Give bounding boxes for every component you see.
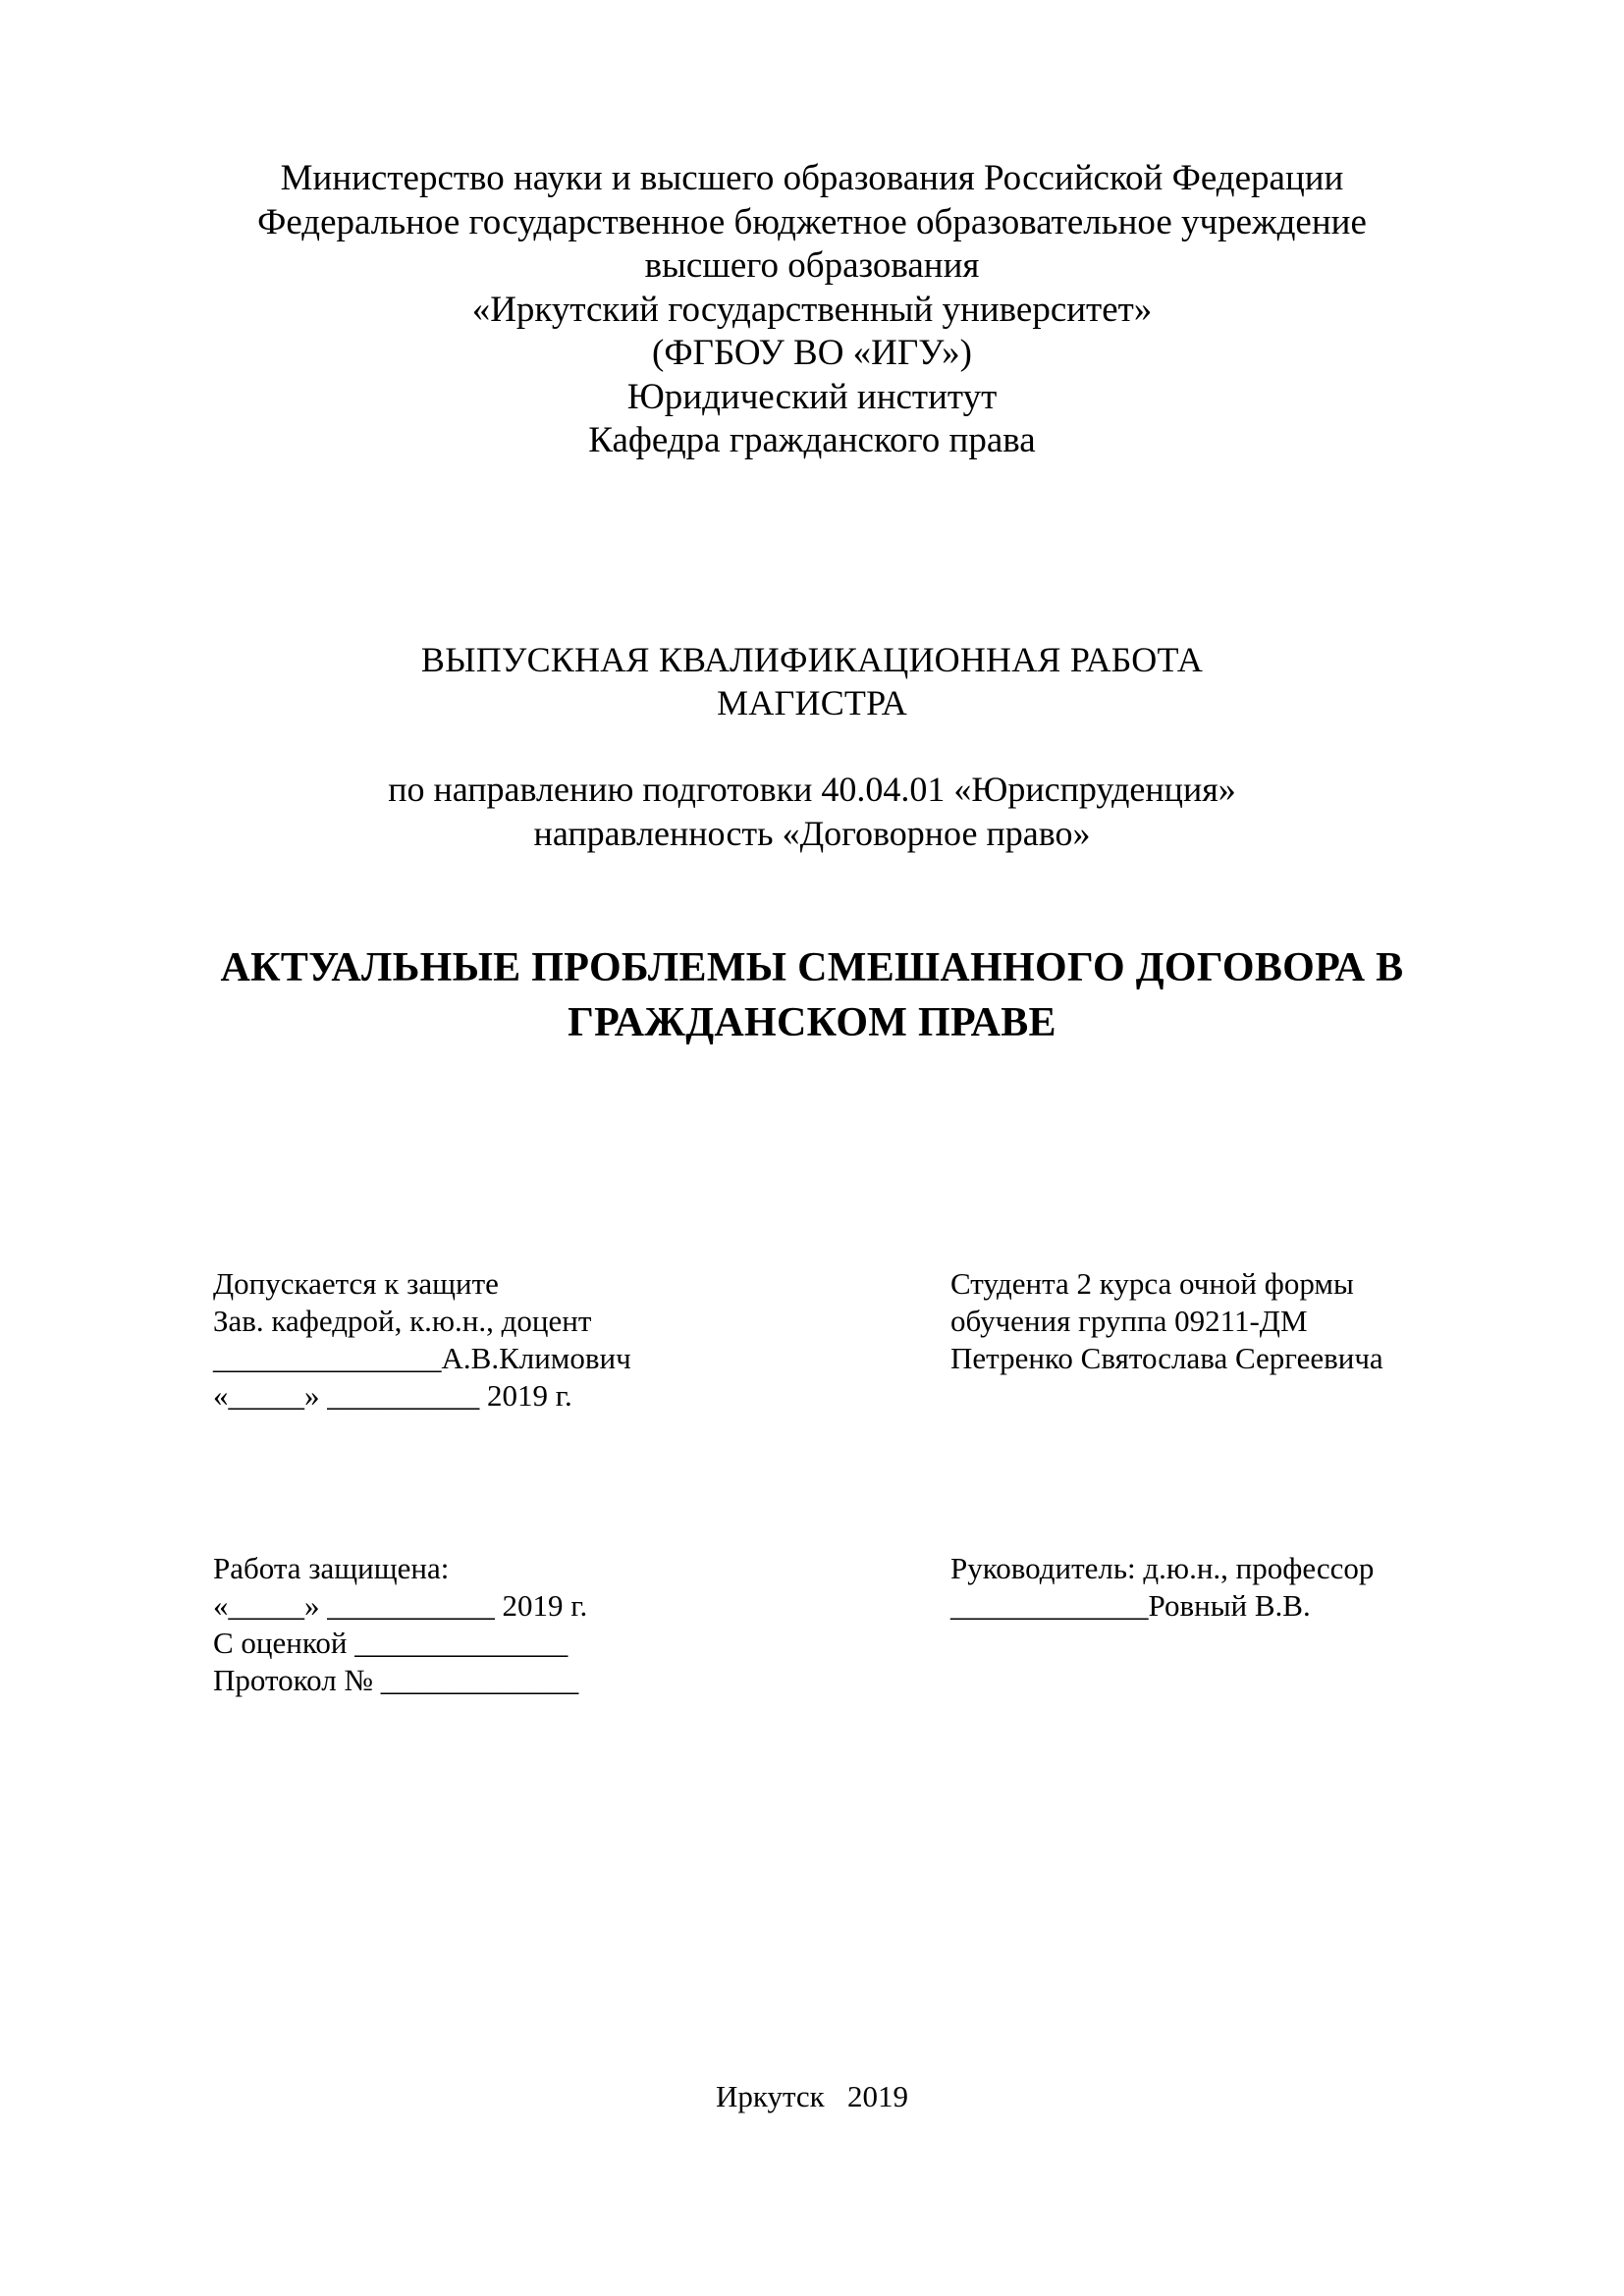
university-name-line: «Иркутский государственный университет»	[471, 289, 1153, 330]
admission-block	[213, 1265, 631, 1415]
institute-line: Юридический институт	[626, 376, 998, 417]
defense-block	[213, 1550, 587, 1699]
defense-protocol-line: Протокол № _____________	[213, 1663, 579, 1697]
supervisor-signature-line: _____________Ровный В.В.	[950, 1588, 1311, 1623]
supervisor-title-line: Руководитель: д.ю.н., профессор	[950, 1551, 1375, 1585]
institution-header	[0, 157, 1624, 463]
student-line-2: обучения группа 09211-ДМ	[950, 1304, 1308, 1338]
work-type-line-1: ВЫПУСКНАЯ КВАЛИФИКАЦИОННАЯ РАБОТА	[420, 640, 1204, 679]
admission-line-1: Допускается к защите	[213, 1266, 499, 1301]
city-year-footer: Иркутск 2019	[715, 2079, 908, 2113]
work-type-line-2: МАГИСТРА	[717, 683, 907, 722]
defense-date-line: «_____» ___________ 2019 г.	[213, 1588, 588, 1623]
university-abbrev-line: (ФГБОУ ВО «ИГУ»)	[652, 333, 972, 373]
supervisor-block	[950, 1550, 1374, 1625]
defense-grade-line: С оценкой ______________	[213, 1626, 568, 1660]
study-direction	[0, 768, 1624, 856]
student-block	[950, 1265, 1383, 1377]
education-level-line: высшего образования	[644, 245, 980, 286]
department-line: Кафедра гражданского права	[588, 420, 1036, 460]
direction-line-1: по направлению подготовки 40.04.01 «Юриспруденция»	[388, 770, 1236, 809]
student-line-1: Студента 2 курса очной формы	[950, 1266, 1354, 1301]
work-type-heading	[0, 638, 1624, 724]
direction-line-2: направленность «Договорное право»	[533, 814, 1091, 853]
thesis-title-line-2: ГРАЖДАНСКОМ ПРАВЕ	[568, 1000, 1056, 1045]
institution-type-line: Федеральное государственное бюджетное образовательное учреждение	[257, 201, 1367, 242]
thesis-title	[0, 940, 1624, 1050]
ministry-line: Министерство науки и высшего образования Российской Федерации	[280, 158, 1344, 198]
admission-date-line: «_____» __________ 2019 г.	[213, 1378, 572, 1413]
thesis-title-line-1: АКТУАЛЬНЫЕ ПРОБЛЕМЫ СМЕШАННОГО ДОГОВОРА В	[220, 945, 1404, 990]
student-name-line: Петренко Святослава Сергеевича	[950, 1341, 1383, 1375]
admission-signature-line: _______________А.В.Климович	[213, 1341, 631, 1375]
admission-line-2: Зав. кафедрой, к.ю.н., доцент	[213, 1304, 592, 1338]
defense-line-1: Работа защищена:	[213, 1551, 450, 1585]
